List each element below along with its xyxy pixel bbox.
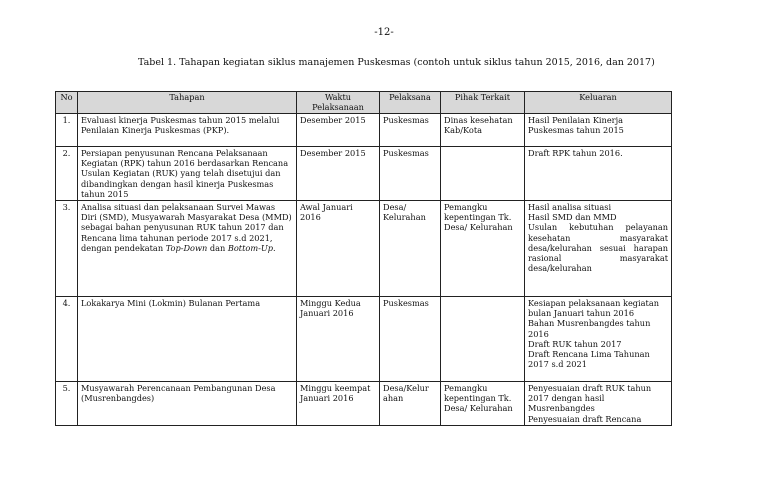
output-item: Penyesuaian draft RUK tahun 2017 dengan hasil Musrenbangdes — [528, 383, 652, 414]
row-pelaksana: Desa/Kelur ahan — [380, 382, 441, 426]
output-item: Kesiapan pelaksanaan kegiatan bulan Januari tahun 2016 — [528, 298, 659, 319]
management-cycle-table — [55, 91, 672, 426]
output-item: Draft RUK tahun 2017 — [528, 338, 622, 349]
row-pelaksana: Puskesmas — [380, 297, 441, 382]
row-pihak-terkait — [441, 297, 525, 382]
row-number: 5. — [56, 382, 78, 426]
row-pihak-terkait: Pemangku kepentingan Tk. Desa/ Kelurahan — [441, 201, 525, 297]
row-waktu: Desember 2015 — [297, 147, 380, 201]
output-item: Hasil analisa situasi — [528, 202, 612, 213]
output-item: Hasil SMD dan MMD — [528, 212, 617, 223]
row-pelaksana: Desa/ Kelurahan — [380, 201, 441, 297]
header-no: No — [56, 92, 78, 114]
row-pihak-terkait — [441, 147, 525, 201]
table-row — [56, 147, 672, 201]
output-item: Draft RPK tahun 2016. — [528, 148, 623, 158]
header-pihak-terkait: Pihak Terkait — [441, 92, 525, 114]
output-item: Hasil Penilaian Kinerja Puskesmas tahun 2015 — [528, 115, 624, 136]
header-tahapan: Tahapan — [78, 92, 297, 114]
table-header-row — [56, 92, 672, 114]
page-number: -12- — [374, 27, 394, 38]
row-pihak-terkait: Dinas kesehatan Kab/Kota — [441, 114, 525, 147]
row-number: 1. — [56, 114, 78, 147]
table-row — [56, 201, 672, 297]
output-item: Bahan Musrenbangdes tahun 2016 — [528, 318, 651, 339]
row-keluaran — [525, 201, 672, 297]
row-keluaran — [525, 147, 672, 201]
tahapan-text: Analisa situasi dan pelaksanaan Survei Mawas Diri (SMD), Musyawarah Masyarakat Desa (MMD) sebagai bahan penyusunan RUK tahun 2017 dan Rencana lima tahunan periode 2017 s.d 2021, dengan pendekatan — [81, 202, 292, 253]
row-keluaran — [525, 382, 672, 426]
row-keluaran — [525, 114, 672, 147]
row-tahapan: Persiapan penyusunan Rencana Pelaksanaan Kegiatan (RPK) tahun 2016 berdasarkan Rencana Usulan Kegiatan (RUK) yang telah disetujui dan dibandingkan dengan hasil kinerja Puskesmas tahun 2015 — [78, 147, 297, 201]
row-number: 2. — [56, 147, 78, 201]
table-row — [56, 114, 672, 147]
output-item: Draft Rencana Lima Tahunan 2017 s.d 2021 — [528, 349, 650, 370]
table-caption: Tabel 1. Tahapan kegiatan siklus manajemen Puskesmas (contoh untuk siklus tahun 2015, 2016, dan 2017) — [138, 57, 655, 68]
output-item: Usulan kebutuhan pelayanan kesehatan masyarakat desa/kelurahan sesuai harapan rasional masyarakat desa/kelurahan — [528, 222, 668, 274]
tahapan-conj: dan — [207, 242, 228, 253]
row-keluaran — [525, 297, 672, 382]
row-pihak-terkait: Pemangku kepentingan Tk. Desa/ Kelurahan — [441, 382, 525, 426]
tahapan-topdown: Top-Down — [165, 242, 208, 253]
row-waktu: Minggu Kedua Januari 2016 — [297, 297, 380, 382]
row-waktu: Desember 2015 — [297, 114, 380, 147]
header-keluaran: Keluaran — [525, 92, 672, 114]
row-pelaksana: Puskesmas — [380, 114, 441, 147]
table-row — [56, 382, 672, 426]
row-number: 4. — [56, 297, 78, 382]
row-tahapan: Lokakarya Mini (Lokmin) Bulanan Pertama — [78, 297, 297, 382]
row-tahapan: Musyawarah Perencanaan Pembangunan Desa (Musrenbangdes) — [78, 382, 297, 426]
output-item: Penyesuaian draft Rencana — [528, 413, 642, 424]
row-waktu: Minggu keempat Januari 2016 — [297, 382, 380, 426]
row-pelaksana: Puskesmas — [380, 147, 441, 201]
row-tahapan — [78, 201, 297, 297]
header-waktu: Waktu Pelaksanaan — [297, 92, 380, 114]
tahapan-bottomup: Bottom-Up. — [227, 242, 276, 253]
row-tahapan: Evaluasi kinerja Puskesmas tahun 2015 melalui Penilaian Kinerja Puskesmas (PKP). — [78, 114, 297, 147]
row-number: 3. — [56, 201, 78, 297]
table-row — [56, 297, 672, 382]
header-pelaksana: Pelaksana — [380, 92, 441, 114]
row-waktu: Awal Januari 2016 — [297, 201, 380, 297]
